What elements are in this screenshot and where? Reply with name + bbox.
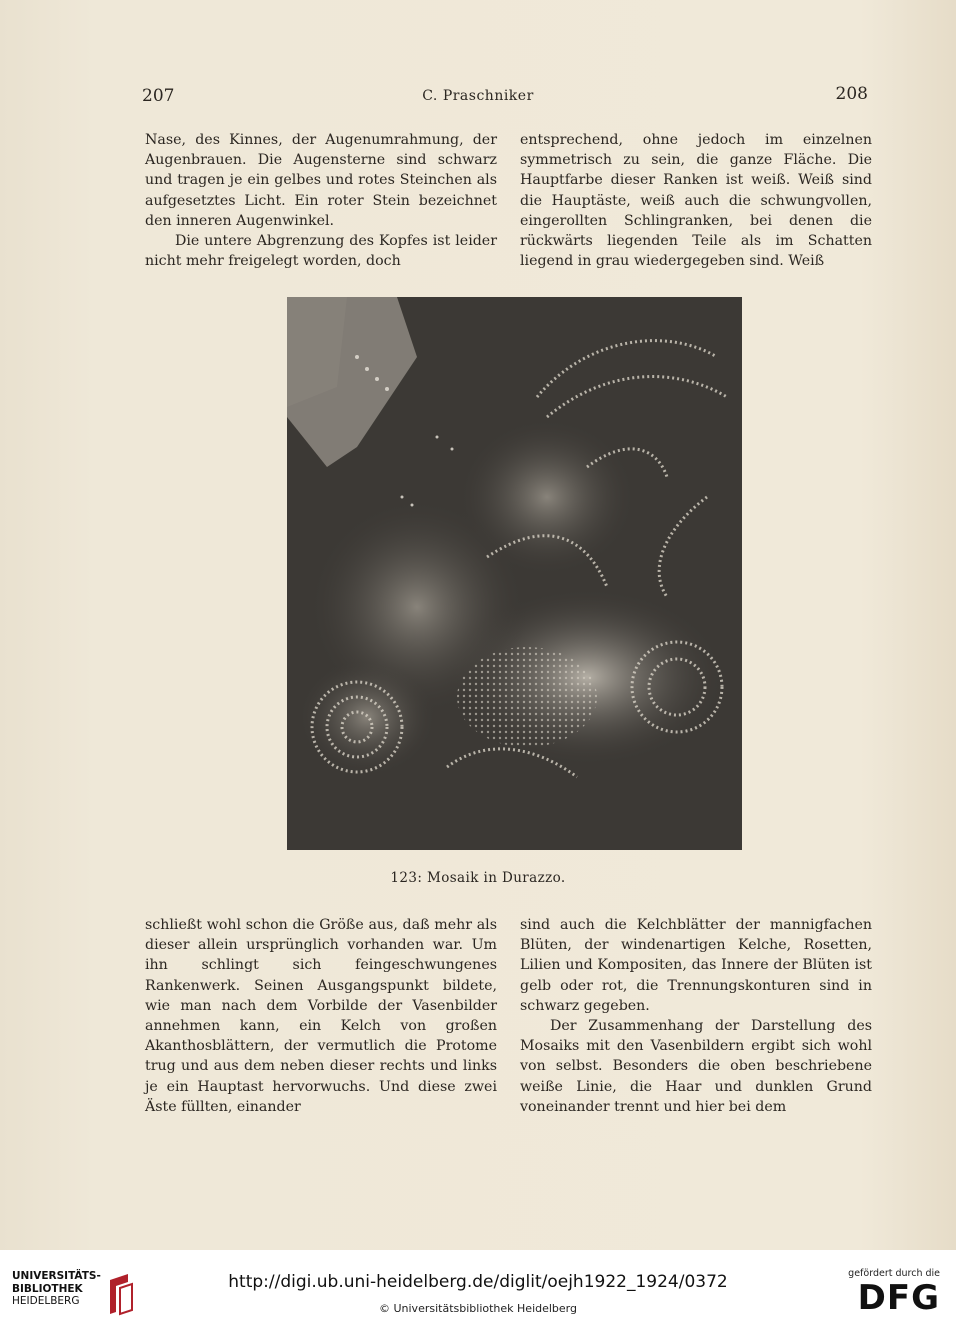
dfg-label: gefördert durch die xyxy=(848,1268,940,1279)
dfg-sponsor[interactable] xyxy=(844,1268,940,1318)
paragraph: sind auch die Kelchblätter der mannigfachen Blüten, der windenartigen Kelche, Rosetten, Lilien und Kompositen, das Innere der Blüten ist gelb oder rot, die Trennungskonturen sind in schwarz gegeben. xyxy=(520,917,872,1014)
paragraph: Nase, des Kinnes, der Augenumrahmung, der Augenbrauen. Die Augensterne sind schwarz und tragen je ein gelbes und rotes Steinchen als aufgesetztes Licht. Ein roter Stein bezeichnet den inneren Augenwinkel. xyxy=(145,132,497,229)
ub-line3: HEIDELBERG xyxy=(12,1295,80,1307)
paragraph: Der Zusammenhang der Darstellung des Mosaiks mit den Vasenbildern ergibt sich wohl von selbst. Besonders die oben beschriebene weiße Linie, die Haar und dunklen Grund voneinander trennt und hier bei dem xyxy=(520,1018,872,1115)
running-head-author: C. Praschniker xyxy=(422,88,534,104)
dfg-logo: DFG xyxy=(857,1278,940,1318)
page-number-left: 207 xyxy=(142,86,175,106)
mosaic-photograph xyxy=(287,297,742,850)
figure-caption: 123: Mosaik in Durazzo. xyxy=(390,870,566,886)
running-head xyxy=(0,86,956,110)
paragraph: entsprechend, ohne jedoch im einzelnen symmetrisch zu sein, die ganze Fläche. Die Hauptfarbe dieser Ranken ist weiß. Weiß sind die Hauptäste, weiß auch die schwungvollen, eingerollten Schlingranken, bei denen die rückwärts liegenden Teile als im Schatten liegend in grau wiedergegeben sind. Weiß xyxy=(520,132,872,270)
text-column-left-bottom xyxy=(145,915,497,1117)
ub-line2: BIBLIOTHEK xyxy=(12,1282,83,1295)
copyright-notice: © Universitätsbibliothek Heidelberg xyxy=(378,1302,577,1315)
paragraph: Die untere Abgrenzung des Kopfes ist leider nicht mehr freigelegt worden, doch xyxy=(145,233,497,270)
citation-url-link[interactable]: http://digi.ub.uni-heidelberg.de/diglit/oejh1922_1924/0372 xyxy=(228,1272,728,1292)
mosaic-image xyxy=(287,297,742,850)
paragraph: schließt wohl schon die Größe aus, daß mehr als dieser allein ursprünglich vorhanden war. Um ihn schlingt sich feingeschwungenes Rankenwerk. Seinen Ausgangspunkt bildete, wie man nach dem Vorbilde der Vasenbilder annehmen kann, ein Kelch von großen Akanthosblättern, der vermutlich die Protome trug und aus dem neben dieser rechts und links je ein Hauptast hervorwuchs. Und diese zwei Äste füllten, einander xyxy=(145,917,497,1115)
text-column-left-top xyxy=(145,130,497,271)
footer-bar xyxy=(0,1250,956,1328)
page-number-right: 208 xyxy=(835,84,868,104)
text-column-right-bottom xyxy=(520,915,872,1117)
ub-line1: UNIVERSITÄTS- xyxy=(12,1270,101,1282)
text-column-right-top xyxy=(520,130,872,271)
